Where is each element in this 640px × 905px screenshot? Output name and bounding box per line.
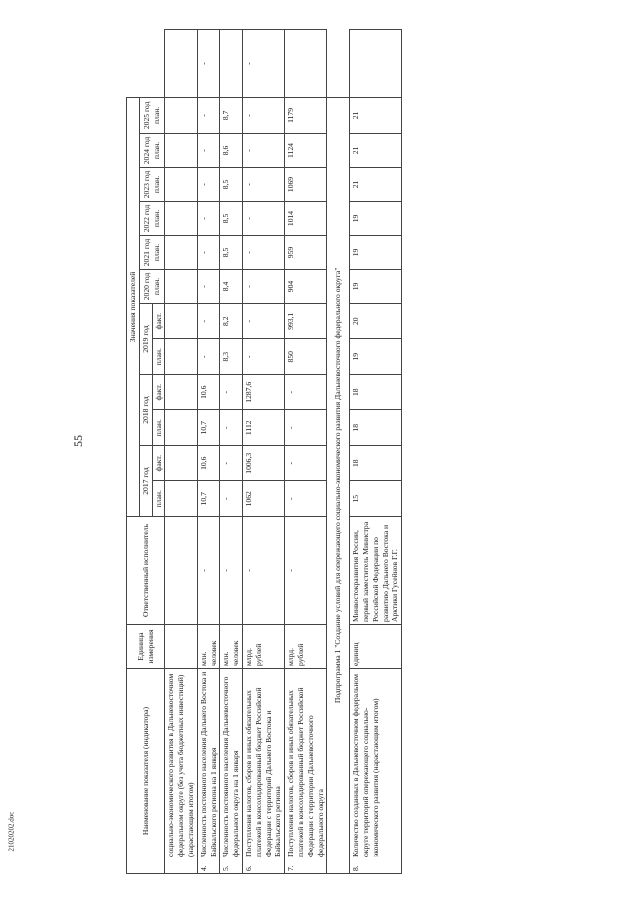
header-values: Значения показателей bbox=[127, 97, 140, 516]
value-cell: 8,5 bbox=[220, 236, 243, 270]
value-cell: - bbox=[242, 134, 284, 168]
document-filename: 21020202.doc bbox=[7, 811, 16, 852]
header-year-2021: 2021 год план. bbox=[139, 236, 165, 270]
value-cell: 1062 bbox=[242, 481, 284, 517]
header-plan: план. bbox=[152, 339, 165, 375]
value-cell bbox=[285, 30, 327, 98]
table-row bbox=[350, 30, 402, 874]
value-cell: 18 bbox=[350, 410, 402, 446]
value-cell bbox=[350, 30, 402, 98]
value-cell bbox=[165, 202, 197, 236]
responsible-cell: - bbox=[285, 517, 327, 625]
value-cell: 19 bbox=[350, 339, 402, 375]
value-cell bbox=[165, 339, 197, 375]
header-name: Наименование показателя (индикатора) bbox=[127, 669, 165, 874]
value-cell bbox=[165, 270, 197, 304]
value-cell bbox=[165, 481, 197, 517]
value-cell: 19 bbox=[350, 202, 402, 236]
value-cell: 8,4 bbox=[220, 270, 243, 304]
table-body-subprogram bbox=[350, 30, 402, 874]
value-cell: 1287,6 bbox=[242, 375, 284, 411]
value-cell: 21 bbox=[350, 97, 402, 133]
value-cell: - bbox=[197, 97, 220, 133]
header-year-2022: 2022 год план. bbox=[139, 202, 165, 236]
header-fact: факт. bbox=[152, 375, 165, 411]
indicator-name-cell bbox=[220, 669, 243, 874]
unit-cell: единиц bbox=[350, 625, 402, 669]
value-cell: - bbox=[197, 304, 220, 340]
value-cell: 8,5 bbox=[220, 168, 243, 202]
indicator-name: Поступления налогов, сборов и иных обязательных платежей в консолидированный бюджет Российской Федерации с территории Дальневосточного федерального округа bbox=[286, 687, 325, 857]
indicator-name: социально-экономического развития в Дальневосточном федеральном округе (без учета бюджетных инвестиций) (нарастающим итогом) bbox=[166, 673, 195, 857]
value-cell: 993,1 bbox=[285, 304, 327, 340]
value-cell bbox=[220, 30, 243, 98]
value-cell: - bbox=[285, 410, 327, 446]
header-plan: план. bbox=[152, 481, 165, 517]
value-cell: - bbox=[242, 304, 284, 340]
header-year-2020: 2020 год план. bbox=[139, 270, 165, 304]
indicator-name: Поступления налогов, сборов и иных обязательных платежей в консолидированный бюджет Российской Федерации с территорий Дальнего Востока и Байкальского региона bbox=[243, 687, 283, 857]
value-cell: 20 bbox=[350, 304, 402, 340]
indicators-table bbox=[126, 29, 402, 874]
value-cell: - bbox=[220, 410, 243, 446]
value-cell: 10,7 bbox=[197, 481, 220, 517]
unit-cell: млн. человек bbox=[197, 625, 220, 669]
value-cell: 1006,3 bbox=[242, 446, 284, 482]
value-cell: 1069 bbox=[285, 168, 327, 202]
value-cell: 10,6 bbox=[197, 446, 220, 482]
value-cell: 19 bbox=[350, 236, 402, 270]
value-cell bbox=[165, 236, 197, 270]
header-year-2023: 2023 год план. bbox=[139, 168, 165, 202]
table-row bbox=[220, 30, 243, 874]
value-cell: - bbox=[242, 97, 284, 133]
table-row bbox=[165, 30, 197, 874]
value-cell: 904 bbox=[285, 270, 327, 304]
value-cell: 21 bbox=[350, 134, 402, 168]
value-cell: - bbox=[285, 481, 327, 517]
row-number: 4. bbox=[198, 865, 208, 871]
unit-cell: млрд. рублей bbox=[285, 625, 327, 669]
value-cell bbox=[165, 134, 197, 168]
value-cell: 8,5 bbox=[220, 202, 243, 236]
indicator-name-cell bbox=[197, 669, 220, 874]
indicator-name-cell bbox=[165, 669, 197, 874]
value-cell: 10,6 bbox=[197, 375, 220, 411]
row-number: 7. bbox=[286, 865, 296, 871]
value-cell: 1014 bbox=[285, 202, 327, 236]
unit-cell: млн. человек bbox=[220, 625, 243, 669]
value-cell: - bbox=[285, 375, 327, 411]
unit-cell bbox=[165, 625, 197, 669]
header-year-2025: 2025 год план. bbox=[139, 97, 165, 133]
value-cell: 1124 bbox=[285, 134, 327, 168]
value-cell: - bbox=[242, 270, 284, 304]
value-cell bbox=[165, 97, 197, 133]
value-cell bbox=[165, 446, 197, 482]
subprogram-title: Подпрограмма 1 "Создание условий для опережающего социально-экономического развития Дальневосточного федерального округа" bbox=[327, 97, 350, 873]
value-cell: 19 bbox=[350, 270, 402, 304]
value-cell bbox=[165, 168, 197, 202]
value-cell bbox=[165, 304, 197, 340]
subprogram-section bbox=[327, 30, 350, 874]
row-number: 8. bbox=[351, 865, 361, 871]
page-number: 55 bbox=[71, 435, 85, 447]
responsible-cell: - bbox=[197, 517, 220, 625]
value-cell bbox=[165, 30, 197, 98]
indicator-name-cell bbox=[242, 669, 284, 874]
value-cell: 8,2 bbox=[220, 304, 243, 340]
value-cell: - bbox=[220, 481, 243, 517]
value-cell: 10,7 bbox=[197, 410, 220, 446]
value-cell: - bbox=[197, 134, 220, 168]
indicator-name-cell bbox=[350, 669, 402, 874]
value-cell: 959 bbox=[285, 236, 327, 270]
value-cell: 850 bbox=[285, 339, 327, 375]
value-cell: 8,6 bbox=[220, 134, 243, 168]
value-cell: 1112 bbox=[242, 410, 284, 446]
indicator-name: Численность постоянного населения Дальнего Востока и Байкальского региона на 1 января bbox=[198, 671, 218, 857]
header-fact: факт. bbox=[152, 446, 165, 482]
header-fact: факт. bbox=[152, 304, 165, 340]
value-cell bbox=[165, 410, 197, 446]
value-cell: 21 bbox=[350, 168, 402, 202]
value-cell: - bbox=[197, 270, 220, 304]
value-cell: - bbox=[242, 30, 284, 98]
table-row bbox=[242, 30, 284, 874]
value-cell: - bbox=[197, 30, 220, 98]
value-cell: - bbox=[242, 339, 284, 375]
value-cell: - bbox=[220, 446, 243, 482]
responsible-cell: - bbox=[220, 517, 243, 625]
value-cell: - bbox=[220, 375, 243, 411]
indicator-name: Количество созданных в Дальневосточном федеральном округе территорий опережающего социально-экономического развития (нарастающим итогом) bbox=[351, 674, 380, 857]
header-year-2017: 2017 год bbox=[139, 446, 152, 517]
row-number: 6. bbox=[243, 865, 253, 871]
value-cell: - bbox=[242, 168, 284, 202]
header-responsible: Ответственный исполнитель bbox=[127, 517, 165, 625]
responsible-cell bbox=[165, 517, 197, 625]
value-cell: - bbox=[242, 202, 284, 236]
value-cell: - bbox=[197, 339, 220, 375]
indicator-name: Численность постоянного населения Дальневосточного федерального округа на 1 января bbox=[221, 676, 241, 857]
header-year-2018: 2018 год bbox=[139, 375, 152, 446]
table-body bbox=[165, 30, 327, 874]
table-row bbox=[197, 30, 220, 874]
value-cell: 15 bbox=[350, 481, 402, 517]
value-cell: 18 bbox=[350, 375, 402, 411]
value-cell: 8,7 bbox=[220, 97, 243, 133]
value-cell: 18 bbox=[350, 446, 402, 482]
value-cell: - bbox=[197, 236, 220, 270]
unit-cell: млрд. рублей bbox=[242, 625, 284, 669]
value-cell bbox=[165, 375, 197, 411]
header-plan: план. bbox=[152, 410, 165, 446]
table-row bbox=[285, 30, 327, 874]
value-cell: 8,3 bbox=[220, 339, 243, 375]
responsible-cell: Минвостокразвития России, первый заместитель Министра Российской Федерации по развитию Дальнего Востока и Арктики Гусейнов Г.Г. bbox=[350, 517, 402, 625]
indicator-name-cell bbox=[285, 669, 327, 874]
rotated-table-container bbox=[126, 29, 526, 874]
header-year-2024: 2024 год план. bbox=[139, 134, 165, 168]
responsible-cell: - bbox=[242, 517, 284, 625]
header-year-2019: 2019 год bbox=[139, 304, 152, 375]
value-cell: 1179 bbox=[285, 97, 327, 133]
row-number: 5. bbox=[221, 865, 231, 871]
value-cell: - bbox=[285, 446, 327, 482]
value-cell: - bbox=[242, 236, 284, 270]
value-cell: - bbox=[197, 202, 220, 236]
value-cell: - bbox=[197, 168, 220, 202]
header-unit: Единица измерения bbox=[127, 625, 165, 669]
